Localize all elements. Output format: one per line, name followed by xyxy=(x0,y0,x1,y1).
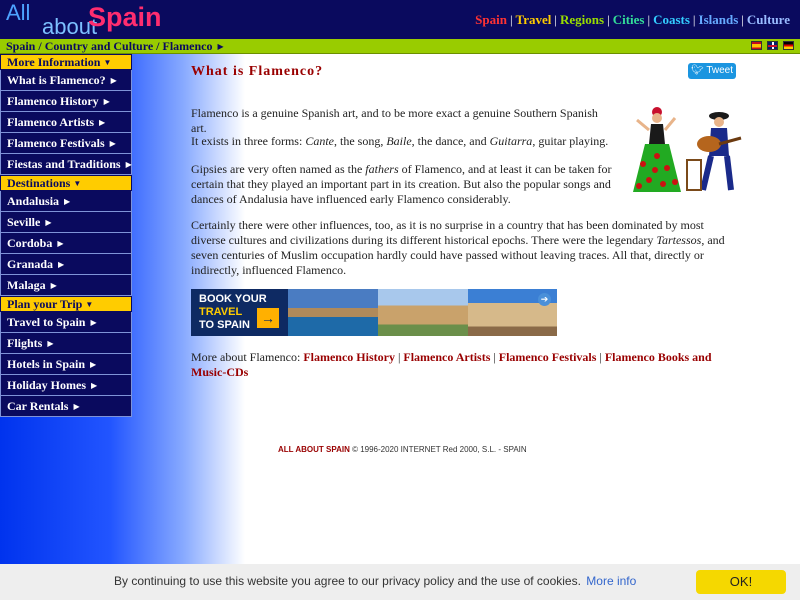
tweet-label: Tweet xyxy=(706,65,733,76)
text-segment: It exists in three forms: xyxy=(191,134,306,148)
nav-separator: | xyxy=(509,12,513,27)
triangle-right-icon: ▶ xyxy=(64,197,71,206)
triangle-right-icon: ▶ xyxy=(109,139,116,148)
sidebar-item-flights[interactable] xyxy=(0,333,132,354)
breadcrumb-bar xyxy=(0,39,800,54)
cookie-ok-button[interactable]: OK! xyxy=(696,570,786,594)
intro-paragraph: Flamenco is a genuine Spanish art, and to be more exact a genuine Southern Spanish art. xyxy=(191,106,598,135)
triangle-right-icon: ▶ xyxy=(125,160,132,169)
nav-separator: | xyxy=(607,12,610,27)
sidebar-item-granada[interactable] xyxy=(0,254,132,275)
banner-line-3: TO SPAIN xyxy=(199,319,250,331)
triangle-right-icon: ▶ xyxy=(110,76,117,85)
cookie-banner xyxy=(0,564,800,600)
triangle-right-icon: ▶ xyxy=(57,239,64,248)
sidebar-item-travel-to-spain[interactable] xyxy=(0,312,132,333)
term-cante: Cante xyxy=(305,134,334,148)
breadcrumb-text: Spain / Country and Culture / Flamenco xyxy=(6,39,213,53)
twitter-bird-icon: 🐦︎ xyxy=(691,65,704,76)
term-guitarra: Guitarra xyxy=(489,134,533,148)
flamenco-dancers-illustration xyxy=(631,104,743,196)
sidebar-item-label: Seville xyxy=(7,215,41,229)
text-segment: , and seven centuries of Muslim occupation hardly could have passed without leaving traces. All that, directly or indirectly, influenced Flamenco. xyxy=(191,233,725,277)
more-label: More about Flamenco: xyxy=(191,350,304,364)
english-flag-icon[interactable] xyxy=(767,41,778,50)
triangle-right-icon: ▶ xyxy=(73,402,80,411)
triangle-right-icon: ▶ xyxy=(91,381,98,390)
sidebar-item-flamenco-history[interactable] xyxy=(0,91,132,112)
sidebar-item-what-is-flamenco[interactable] xyxy=(0,70,132,91)
link-flamenco-history[interactable]: Flamenco History xyxy=(303,350,395,364)
logo-all: All xyxy=(6,0,31,25)
sidebar-item-label: What is Flamenco? xyxy=(7,73,106,87)
link-flamenco-books-music[interactable]: Flamenco Books and Music-CDs xyxy=(191,350,712,379)
topnav-coasts[interactable]: Coasts xyxy=(653,12,690,27)
sidebar-heading-more-information[interactable] xyxy=(0,54,132,70)
sidebar-item-label: Malaga xyxy=(7,278,46,292)
sidebar xyxy=(0,54,132,417)
footer xyxy=(278,445,527,454)
triangle-right-icon: ▶ xyxy=(47,339,54,348)
sidebar-item-flamenco-artists[interactable] xyxy=(0,112,132,133)
banner-photo-coast xyxy=(288,289,378,336)
logo-spain: Spain xyxy=(88,2,162,32)
triangle-right-icon: ▶ xyxy=(103,97,110,106)
text-segment: , guitar playing. xyxy=(532,134,609,148)
topnav-travel[interactable]: Travel xyxy=(515,12,552,27)
sidebar-heading-plan-your-trip[interactable] xyxy=(0,296,132,312)
influences-paragraph xyxy=(191,218,736,278)
triangle-down-icon: ▼ xyxy=(85,300,94,309)
page-title: What is Flamenco? xyxy=(191,64,324,79)
footer-brand-link[interactable]: ALL ABOUT SPAIN xyxy=(278,445,350,454)
top-navigation xyxy=(475,12,790,28)
sidebar-heading-label: Destinations xyxy=(7,176,71,190)
gipsies-paragraph xyxy=(191,162,639,207)
sidebar-item-fiestas-and-traditions[interactable] xyxy=(0,154,132,175)
nav-separator: | xyxy=(647,12,651,27)
sidebar-item-hotels-in-spain[interactable] xyxy=(0,354,132,375)
sidebar-item-label: Holiday Homes xyxy=(7,378,87,392)
sidebar-item-car-rentals[interactable] xyxy=(0,396,132,417)
text-segment: of Flamenco, and at least it can be taken for certain that they played an important part in its creation. But also the popular songs and dances of Andalusia have influenced early Flamenco considerably. xyxy=(191,162,612,206)
sidebar-heading-destinations[interactable] xyxy=(0,175,132,191)
german-flag-icon[interactable] xyxy=(783,41,794,50)
nav-separator: | xyxy=(741,12,744,27)
cookie-more-info-link[interactable]: More info xyxy=(586,574,637,588)
sidebar-item-malaga[interactable] xyxy=(0,275,132,296)
sidebar-item-label: Andalusia xyxy=(7,194,60,208)
nav-separator: | xyxy=(692,12,696,27)
text-segment: , the dance, and xyxy=(411,134,490,148)
topnav-culture[interactable]: Culture xyxy=(746,12,790,27)
triangle-right-icon: ▶ xyxy=(58,260,65,269)
sidebar-item-label: Travel to Spain xyxy=(7,315,86,329)
sidebar-item-holiday-homes[interactable] xyxy=(0,375,132,396)
forms-paragraph xyxy=(191,134,611,149)
footer-copyright: © 1996-2020 INTERNET Red 2000, S.L. - SPAIN xyxy=(349,445,527,454)
nav-separator: | xyxy=(554,12,558,27)
language-flags xyxy=(751,41,794,50)
sidebar-item-label: Flamenco Festivals xyxy=(7,136,105,150)
text-segment: Certainly there were other influences, too, as it is no surprise in a country that has been dominated by most diverse cultures and civilizations during its different historical epochs. There were the legendary xyxy=(191,218,704,247)
cookie-message-text: By continuing to use this website you agree to our privacy policy and the use of cookies. xyxy=(114,574,581,588)
sidebar-item-andalusia[interactable] xyxy=(0,191,132,212)
triangle-right-icon: ▶ xyxy=(90,318,97,327)
topnav-regions[interactable]: Regions xyxy=(560,12,605,27)
sidebar-item-cordoba[interactable] xyxy=(0,233,132,254)
topnav-islands[interactable]: Islands xyxy=(698,12,739,27)
banner-line-2: TRAVEL xyxy=(199,306,243,318)
site-logo[interactable] xyxy=(4,0,164,39)
triangle-right-icon: ▶ xyxy=(98,118,106,127)
triangle-right-icon: ▶ xyxy=(90,360,97,369)
sidebar-item-label: Hotels in Spain xyxy=(7,357,86,371)
book-travel-banner[interactable] xyxy=(191,289,557,336)
banner-photo-architecture xyxy=(468,289,557,336)
next-arrow-icon: ➔ xyxy=(538,293,551,306)
term-tartessos: Tartessos xyxy=(656,233,702,247)
more-about-flamenco: More about Flamenco: Flamenco History | Flamenco Artists | Flamenco Festivals | Flamenco Books and Music-CDs xyxy=(191,350,712,379)
sidebar-heading-label: More Information xyxy=(7,55,101,69)
sidebar-item-label: Flights xyxy=(7,336,43,350)
triangle-down-icon: ▼ xyxy=(103,58,112,67)
sidebar-item-label: Flamenco History xyxy=(7,94,99,108)
sidebar-item-seville[interactable] xyxy=(0,212,132,233)
arrow-right-icon: → xyxy=(257,308,279,328)
link-flamenco-artists[interactable]: Flamenco Artists xyxy=(403,350,491,364)
breadcrumb[interactable] xyxy=(6,39,224,54)
topnav-spain[interactable]: Spain xyxy=(475,12,507,27)
triangle-right-icon: ▶ xyxy=(217,42,224,51)
triangle-down-icon: ▼ xyxy=(73,179,82,188)
sidebar-heading-label: Plan your Trip xyxy=(7,297,83,311)
cookie-message xyxy=(114,574,636,588)
sidebar-item-label: Granada xyxy=(7,257,54,271)
site-header xyxy=(0,0,800,39)
banner-text-block xyxy=(191,289,288,336)
text-segment: , the song, xyxy=(333,134,387,148)
banner-line-1: BOOK YOUR xyxy=(199,293,267,305)
topnav-cities[interactable]: Cities xyxy=(612,12,645,27)
spanish-flag-icon[interactable] xyxy=(751,41,762,50)
text-segment: Gipsies are very often named as the xyxy=(191,162,366,176)
term-baile: Baile xyxy=(386,134,412,148)
sidebar-item-label: Fiestas and Traditions xyxy=(7,157,121,171)
link-flamenco-festivals[interactable]: Flamenco Festivals xyxy=(498,350,597,364)
banner-photo-alhambra xyxy=(378,289,468,336)
sidebar-item-label: Car Rentals xyxy=(7,399,69,413)
sidebar-item-label: Flamenco Artists xyxy=(7,115,94,129)
triangle-right-icon: ▶ xyxy=(50,281,57,290)
sidebar-item-flamenco-festivals[interactable] xyxy=(0,133,132,154)
logo-about: about xyxy=(42,14,98,39)
tweet-button[interactable] xyxy=(688,63,736,79)
triangle-right-icon: ▶ xyxy=(45,218,52,227)
term-fathers: fathers xyxy=(365,162,399,176)
sidebar-item-label: Cordoba xyxy=(7,236,53,250)
